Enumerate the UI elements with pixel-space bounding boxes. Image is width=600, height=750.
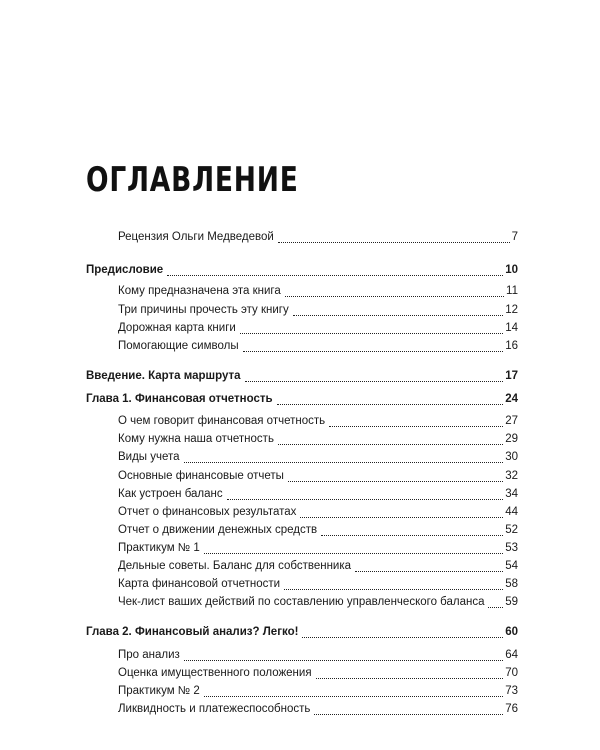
toc-section-chapter-2[interactable] xyxy=(86,622,518,642)
dot-leader xyxy=(227,498,504,500)
toc-entry[interactable] xyxy=(118,592,518,612)
toc-entry-title: Три причины прочесть эту книгу xyxy=(118,304,289,316)
toc-page-number: 60 xyxy=(505,626,518,638)
toc-section-chapter-1[interactable] xyxy=(86,389,518,409)
toc-entry-review[interactable] xyxy=(118,227,518,247)
toc-page-number: 53 xyxy=(505,542,518,554)
dot-leader xyxy=(329,425,503,427)
dot-leader xyxy=(184,659,503,661)
dot-leader xyxy=(240,332,503,334)
toc-entry-title: Помогающие символы xyxy=(118,340,239,352)
dot-leader xyxy=(300,516,503,518)
toc-entry[interactable] xyxy=(118,538,518,558)
page-title: ОГЛАВЛЕНИЕ xyxy=(86,160,299,200)
dot-leader xyxy=(314,713,503,715)
toc-page-number: 64 xyxy=(505,649,518,661)
dot-leader xyxy=(278,241,510,243)
toc-entry-title: Отчет о движении денежных средств xyxy=(118,524,318,536)
dot-leader xyxy=(243,350,504,352)
toc-page-number: 73 xyxy=(505,685,518,697)
toc-entry[interactable] xyxy=(118,663,518,683)
toc-page-number: 17 xyxy=(505,370,518,382)
toc-section-title: Глава 2. Финансовый анализ? Легко! xyxy=(86,626,299,638)
toc-section-preface[interactable] xyxy=(86,260,518,280)
toc-entry[interactable] xyxy=(118,556,518,576)
toc-entry-title: Практикум № 1 xyxy=(118,542,200,554)
dot-leader xyxy=(488,606,503,608)
toc-section-title: Предисловие xyxy=(86,264,164,276)
dot-leader xyxy=(355,570,503,572)
dot-leader xyxy=(245,380,504,382)
toc-page-number: 32 xyxy=(505,470,518,482)
toc-section-introduction[interactable] xyxy=(86,366,518,386)
dot-leader xyxy=(321,534,503,536)
toc-entry-title: Карта финансовой отчетности xyxy=(118,578,281,590)
dot-leader xyxy=(288,480,503,482)
toc-entry[interactable] xyxy=(118,336,518,356)
toc-entry[interactable] xyxy=(118,429,518,449)
toc-entry-title: Как устроен баланс xyxy=(118,488,223,500)
toc-page-number: 14 xyxy=(505,322,518,334)
toc-entry-title: Отчет о финансовых результатах xyxy=(118,506,297,518)
toc-page-number: 11 xyxy=(506,285,518,297)
dot-leader xyxy=(285,295,504,297)
toc-entry[interactable] xyxy=(118,681,518,701)
toc-entry-title: Оценка имущественного положения xyxy=(118,667,312,679)
toc-entry[interactable] xyxy=(118,281,518,301)
toc-entry-title: Виды учета xyxy=(118,451,180,463)
toc-entry[interactable] xyxy=(118,645,518,665)
dot-leader xyxy=(204,695,503,697)
dot-leader xyxy=(293,314,503,316)
toc-entry-title: Ликвидность и платежеспособность xyxy=(118,703,311,715)
toc-entry[interactable] xyxy=(118,520,518,540)
toc-page-number: 10 xyxy=(505,264,518,276)
toc-page-number: 29 xyxy=(505,433,518,445)
toc-page-number: 54 xyxy=(505,560,518,572)
toc-section-title: Глава 1. Финансовая отчетность xyxy=(86,393,273,405)
toc-entry-title: Кому предназначена эта книга xyxy=(118,285,281,297)
toc-entry-title: Дельные советы. Баланс для собственника xyxy=(118,560,352,572)
toc-entry[interactable] xyxy=(118,502,518,522)
toc-page-number: 44 xyxy=(505,506,518,518)
toc-page-number: 52 xyxy=(505,524,518,536)
dot-leader xyxy=(277,403,504,405)
toc-entry-title: О чем говорит финансовая отчетность xyxy=(118,415,326,427)
toc-page-number: 16 xyxy=(505,340,518,352)
toc-entry[interactable] xyxy=(118,300,518,320)
dot-leader xyxy=(302,636,503,638)
toc-entry[interactable] xyxy=(118,466,518,486)
dot-leader xyxy=(278,443,503,445)
toc-page-number: 34 xyxy=(505,488,518,500)
toc-entry-title: Чек-лист ваших действий по составлению управленческого баланса xyxy=(118,596,485,608)
toc-page-number: 70 xyxy=(505,667,518,679)
toc-entry[interactable] xyxy=(118,447,518,467)
toc-page-number: 12 xyxy=(505,304,518,316)
toc-page-number: 76 xyxy=(505,703,518,715)
toc-section-title: Введение. Карта маршрута xyxy=(86,370,241,382)
dot-leader xyxy=(167,274,503,276)
toc-entry-title: Рецензия Ольги Медведевой xyxy=(118,231,274,243)
toc-page-number: 27 xyxy=(505,415,518,427)
toc-entry-title: Практикум № 2 xyxy=(118,685,200,697)
toc-page-number: 7 xyxy=(511,231,518,243)
toc-entry[interactable] xyxy=(118,318,518,338)
dot-leader xyxy=(284,588,503,590)
toc-entry-title: Кому нужна наша отчетность xyxy=(118,433,274,445)
toc-page-number: 30 xyxy=(505,451,518,463)
toc-entry-title: Дорожная карта книги xyxy=(118,322,236,334)
dot-leader xyxy=(204,552,503,554)
toc-page-number: 58 xyxy=(505,578,518,590)
toc-entry[interactable] xyxy=(118,411,518,431)
toc-entry[interactable] xyxy=(118,699,518,719)
toc-entry-title: Про анализ xyxy=(118,649,180,661)
toc-entry[interactable] xyxy=(118,484,518,504)
toc-page-number: 24 xyxy=(505,393,518,405)
toc-entry-title: Основные финансовые отчеты xyxy=(118,470,284,482)
dot-leader xyxy=(184,461,504,463)
toc-page-number: 59 xyxy=(505,596,518,608)
toc-entry[interactable] xyxy=(118,574,518,594)
dot-leader xyxy=(316,677,504,679)
